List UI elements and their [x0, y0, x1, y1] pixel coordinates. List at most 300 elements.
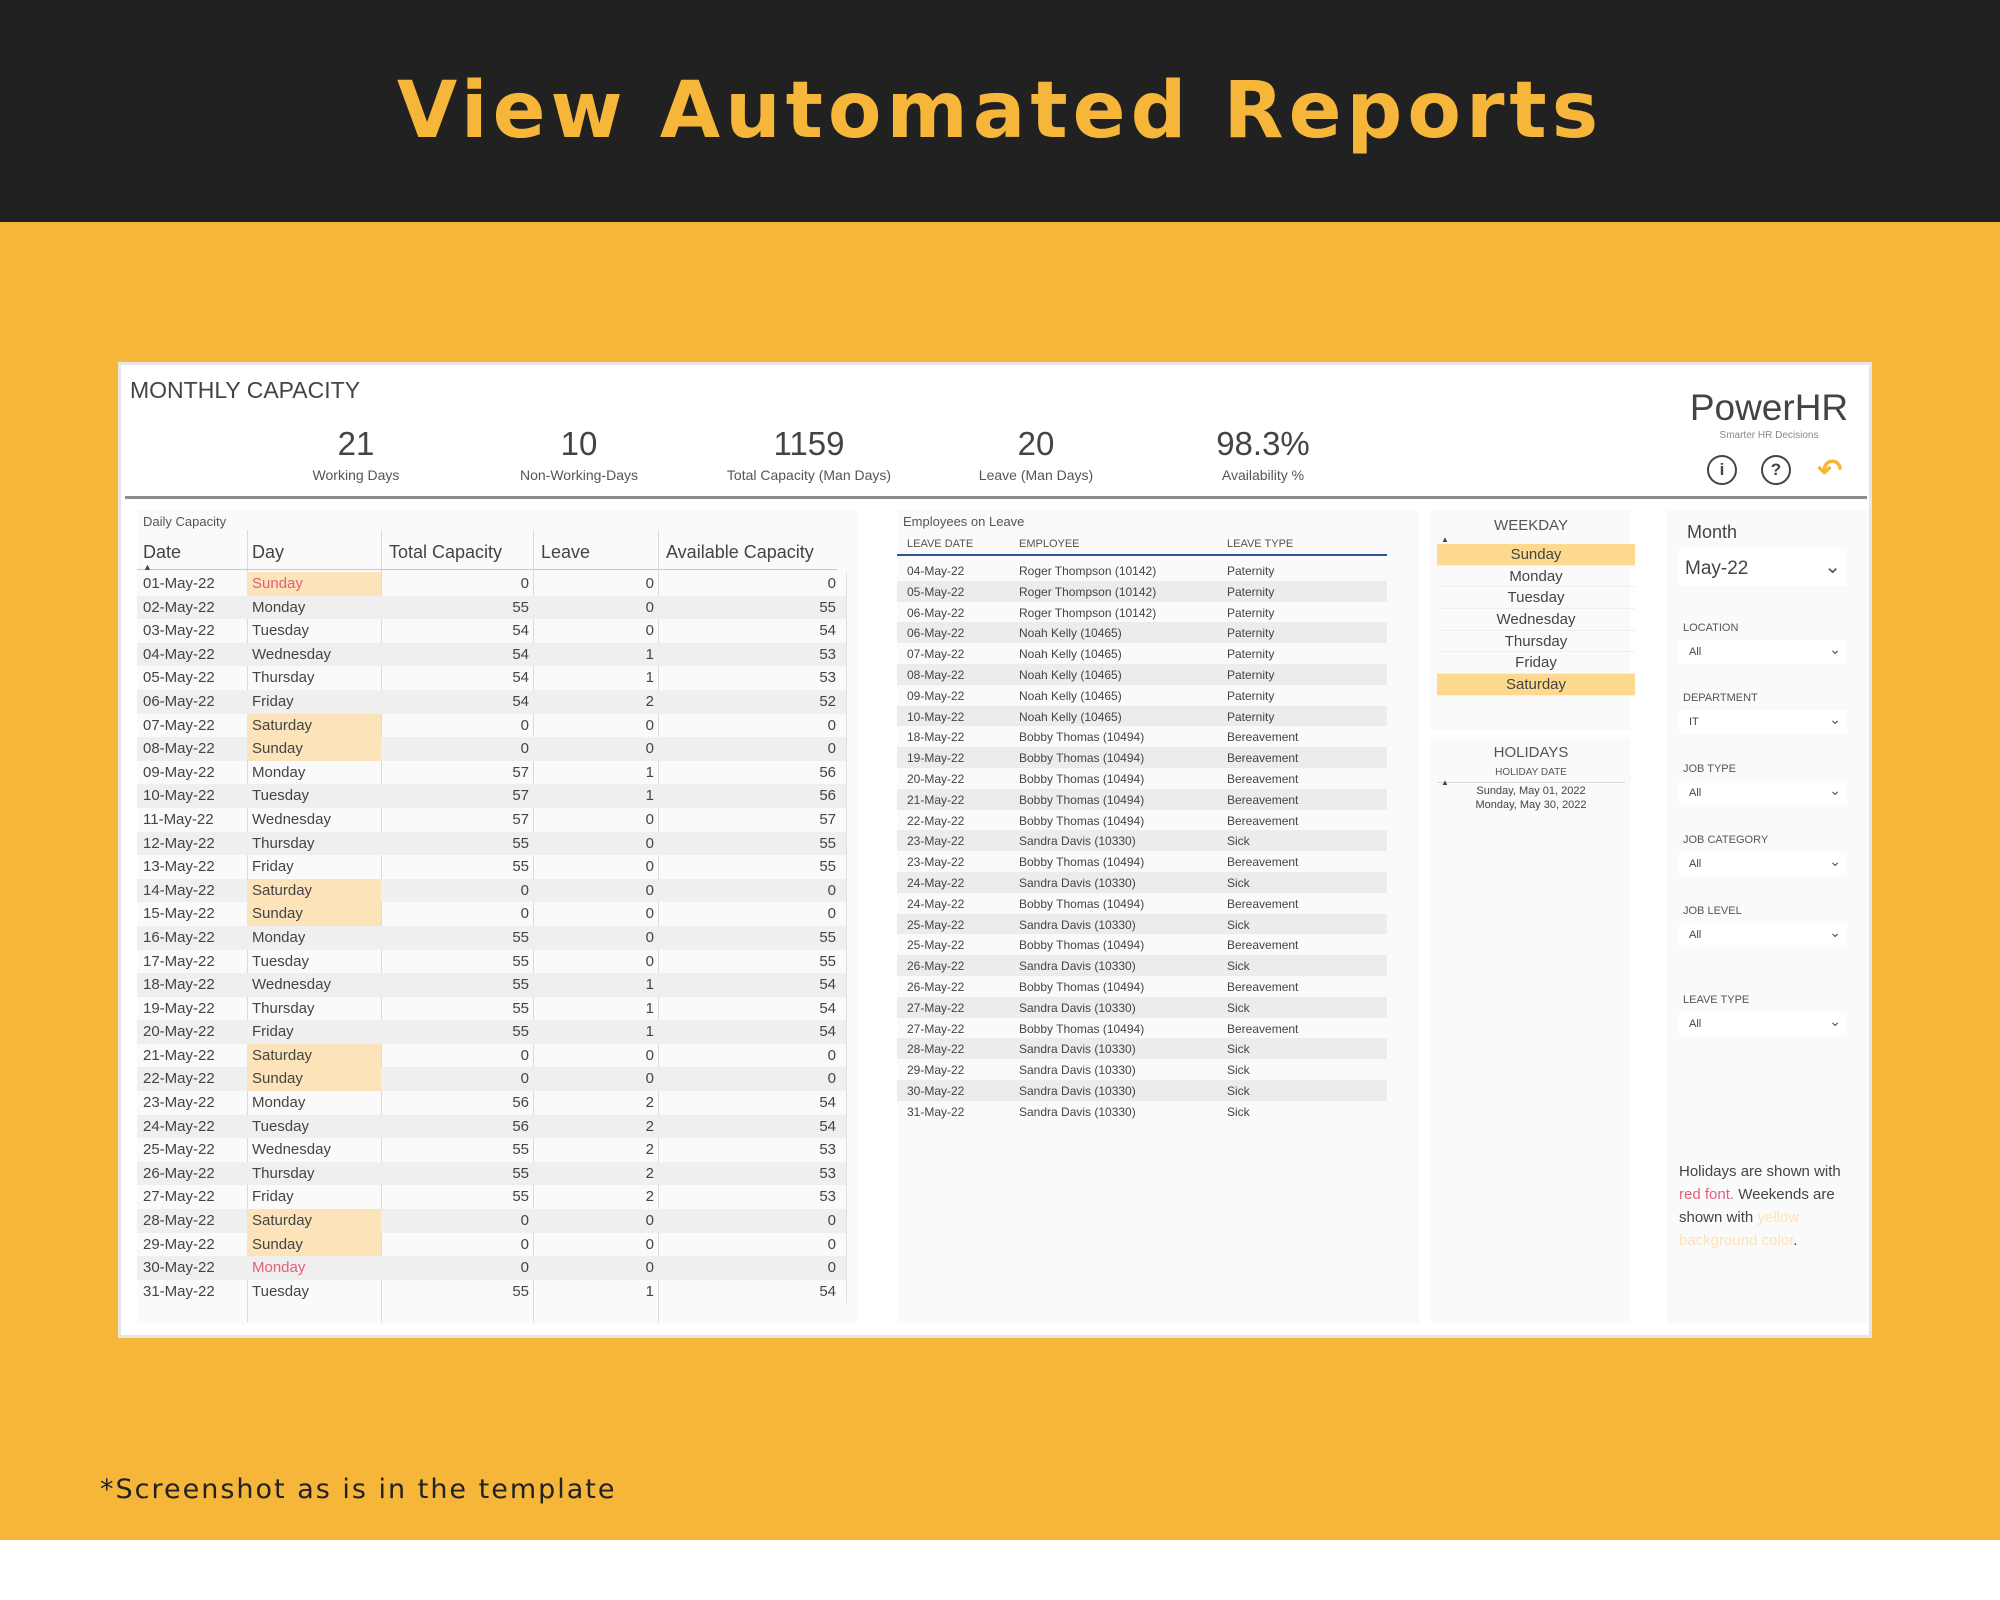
brand-tagline: Smarter HR Decisions — [1719, 430, 1819, 441]
cell-employee: Bobby Thomas (10494) — [1019, 792, 1145, 807]
undo-icon[interactable]: ↶ — [1817, 453, 1843, 487]
info-icon[interactable]: i — [1707, 455, 1737, 485]
cell-leave: 0 — [645, 858, 654, 876]
cell-day: Wednesday — [252, 645, 331, 663]
cell-employee: Bobby Thomas (10494) — [1019, 896, 1145, 911]
table-row[interactable] — [137, 926, 847, 950]
cell-employee: Bobby Thomas (10494) — [1019, 751, 1145, 766]
cell-leave-date: 25-May-22 — [907, 938, 965, 953]
cell-leave-type: Paternity — [1227, 626, 1275, 641]
cell-leave: 0 — [645, 1212, 654, 1230]
table-row[interactable] — [897, 976, 1387, 997]
job-level-dropdown[interactable] — [1679, 923, 1847, 947]
cell-available-capacity: 56 — [819, 763, 836, 781]
table-row[interactable] — [137, 572, 847, 596]
cell-day: Saturday — [247, 714, 381, 738]
cell-date: 17-May-22 — [143, 952, 215, 970]
column-header-leave-type[interactable]: LEAVE TYPE — [1227, 538, 1294, 550]
cell-total-capacity: 55 — [512, 999, 529, 1017]
help-icon[interactable]: ? — [1761, 455, 1791, 485]
cell-employee: Bobby Thomas (10494) — [1019, 813, 1145, 828]
cell-leave-date: 06-May-22 — [907, 626, 965, 641]
cell-day: Tuesday — [252, 1282, 309, 1300]
table-row[interactable] — [137, 950, 847, 974]
cell-leave: 0 — [645, 881, 654, 899]
table-row[interactable] — [897, 851, 1387, 872]
cell-total-capacity: 55 — [512, 834, 529, 852]
location-dropdown[interactable] — [1679, 640, 1847, 664]
sort-ascending-icon: ▲ — [143, 562, 152, 572]
cell-date: 02-May-22 — [143, 598, 215, 616]
job-category-dropdown[interactable] — [1679, 852, 1847, 876]
table-row[interactable] — [897, 914, 1387, 935]
cell-leave: 1 — [645, 763, 654, 781]
cell-day: Sunday — [247, 737, 381, 761]
cell-leave-type: Sick — [1227, 834, 1250, 849]
leave-type-label: LEAVE TYPE — [1683, 994, 1750, 1006]
location-value: All — [1689, 646, 1702, 658]
table-row[interactable] — [137, 784, 847, 808]
cell-leave-date: 09-May-22 — [907, 688, 965, 703]
cell-day: Wednesday — [252, 1141, 331, 1159]
cell-employee: Roger Thompson (10142) — [1019, 584, 1157, 599]
employees-on-leave-title: Employees on Leave — [903, 514, 1025, 529]
cell-leave-type: Sick — [1227, 1000, 1250, 1015]
cell-leave-type: Sick — [1227, 1083, 1250, 1098]
cell-employee: Sandra Davis (10330) — [1019, 917, 1136, 932]
legend-text: Weekends are shown with — [1679, 1186, 1835, 1226]
cell-leave-date: 10-May-22 — [907, 709, 965, 724]
table-row[interactable] — [897, 602, 1387, 623]
table-row[interactable] — [137, 1233, 847, 1257]
cell-leave: 0 — [645, 1235, 654, 1253]
kpi-label: Leave (Man Days) — [978, 467, 1094, 483]
chevron-down-icon: ⌄ — [1824, 556, 1841, 578]
cell-leave-type: Sick — [1227, 1104, 1250, 1119]
table-row[interactable] — [897, 768, 1387, 789]
cell-date: 14-May-22 — [143, 881, 215, 899]
daily-capacity-table — [137, 510, 857, 1324]
cell-date: 06-May-22 — [143, 692, 215, 710]
kpi-label: Non-Working-Days — [520, 467, 638, 483]
cell-leave: 1 — [645, 1282, 654, 1300]
cell-total-capacity: 57 — [512, 810, 529, 828]
cell-leave: 1 — [645, 669, 654, 687]
holiday-item: Monday, May 30, 2022 — [1475, 799, 1587, 811]
cell-leave-type: Bereavement — [1227, 855, 1299, 870]
cell-total-capacity: 0 — [520, 716, 529, 734]
cell-date: 10-May-22 — [143, 787, 215, 805]
cell-total-capacity: 0 — [520, 1212, 529, 1230]
kpi-label: Working Days — [312, 467, 400, 483]
job-type-dropdown[interactable] — [1679, 781, 1847, 805]
cell-date: 19-May-22 — [143, 999, 215, 1017]
column-header-leave-date[interactable]: LEAVE DATE — [907, 538, 974, 550]
cell-date: 01-May-22 — [143, 575, 215, 592]
cell-leave-date: 25-May-22 — [907, 917, 965, 932]
cell-available-capacity: 0 — [827, 1212, 836, 1230]
cell-day: Thursday — [252, 1164, 315, 1182]
cell-leave-type: Paternity — [1227, 667, 1275, 682]
cell-employee: Sandra Davis (10330) — [1019, 875, 1136, 890]
cell-leave: 0 — [645, 1070, 654, 1088]
leave-type-value: All — [1689, 1018, 1702, 1030]
table-row[interactable] — [897, 1101, 1387, 1122]
cell-date: 29-May-22 — [143, 1235, 215, 1253]
table-row[interactable] — [897, 622, 1387, 643]
cell-leave: 1 — [645, 1023, 654, 1041]
table-row[interactable] — [137, 737, 847, 761]
table-row[interactable] — [897, 934, 1387, 955]
cell-employee: Noah Kelly (10465) — [1019, 688, 1122, 703]
kpi-value: 21 — [337, 425, 375, 462]
cell-available-capacity: 54 — [819, 1023, 836, 1041]
job-type-value: All — [1689, 787, 1702, 799]
cell-total-capacity: 0 — [520, 1235, 529, 1253]
cell-employee: Noah Kelly (10465) — [1019, 626, 1122, 641]
department-label: DEPARTMENT — [1683, 692, 1758, 704]
table-row[interactable] — [897, 955, 1387, 976]
weekday-option-tuesday[interactable]: Tuesday — [1437, 587, 1635, 609]
table-row[interactable] — [137, 997, 847, 1021]
leave-type-dropdown[interactable] — [1679, 1012, 1847, 1036]
table-row[interactable] — [897, 893, 1387, 914]
cell-total-capacity: 55 — [512, 1188, 529, 1206]
cell-day: Wednesday — [252, 810, 331, 828]
cell-total-capacity: 56 — [512, 1117, 529, 1135]
cell-leave-type: Bereavement — [1227, 938, 1299, 953]
cell-leave-type: Bereavement — [1227, 979, 1299, 994]
table-row[interactable] — [897, 1080, 1387, 1101]
cell-available-capacity: 55 — [819, 928, 836, 946]
header-divider — [125, 496, 1867, 499]
holiday-list — [1431, 785, 1631, 811]
table-row[interactable] — [137, 690, 847, 714]
table-row[interactable] — [897, 560, 1387, 581]
cell-total-capacity: 55 — [512, 976, 529, 994]
cell-available-capacity: 53 — [819, 1141, 836, 1159]
job-type-label: JOB TYPE — [1683, 763, 1736, 775]
cell-leave-date: 20-May-22 — [907, 771, 965, 786]
table-row[interactable] — [137, 1185, 847, 1209]
cell-leave-date: 18-May-22 — [907, 730, 965, 745]
table-row[interactable] — [897, 643, 1387, 664]
cell-available-capacity: 53 — [819, 1188, 836, 1206]
cell-employee: Roger Thompson (10142) — [1019, 605, 1157, 620]
cell-total-capacity: 54 — [512, 692, 529, 710]
table-row[interactable] — [137, 643, 847, 667]
cell-leave: 1 — [645, 999, 654, 1017]
cell-employee: Bobby Thomas (10494) — [1019, 979, 1145, 994]
chevron-down-icon: ⌄ — [1829, 711, 1841, 727]
cell-day: Monday — [252, 1094, 306, 1112]
cell-leave: 0 — [645, 952, 654, 970]
legend-note — [1679, 1160, 1865, 1252]
cell-available-capacity: 52 — [819, 692, 836, 710]
cell-total-capacity: 0 — [520, 1046, 529, 1064]
cell-day: Saturday — [247, 1209, 381, 1233]
cell-leave-type: Bereavement — [1227, 813, 1299, 828]
footnote: *Screenshot as is in the template — [100, 1474, 617, 1505]
cell-employee: Sandra Davis (10330) — [1019, 1083, 1136, 1098]
filters-panel — [1667, 510, 1869, 1324]
cell-total-capacity: 54 — [512, 622, 529, 640]
table-row[interactable] — [137, 879, 847, 903]
cell-leave-type: Bereavement — [1227, 751, 1299, 766]
cell-employee: Noah Kelly (10465) — [1019, 709, 1122, 724]
cell-day: Tuesday — [252, 1117, 309, 1135]
table-row[interactable] — [137, 714, 847, 738]
cell-day: Monday — [252, 928, 306, 946]
cell-available-capacity: 53 — [819, 669, 836, 687]
chevron-down-icon: ⌄ — [1829, 1013, 1841, 1029]
cell-total-capacity: 55 — [512, 952, 529, 970]
cell-employee: Sandra Davis (10330) — [1019, 1063, 1136, 1078]
cell-day: Thursday — [252, 999, 315, 1017]
table-row[interactable] — [137, 596, 847, 620]
cell-available-capacity: 0 — [827, 716, 836, 734]
legend-red-text: red font. — [1679, 1186, 1735, 1203]
cell-leave-date: 30-May-22 — [907, 1083, 965, 1098]
cell-total-capacity: 55 — [512, 928, 529, 946]
kpi-working-days — [241, 425, 471, 483]
cell-date: 08-May-22 — [143, 740, 215, 758]
table-row[interactable] — [897, 726, 1387, 747]
cell-total-capacity: 57 — [512, 763, 529, 781]
table-row[interactable] — [137, 1115, 847, 1139]
table-row[interactable] — [137, 761, 847, 785]
daily-capacity-rows — [137, 572, 847, 1303]
cell-leave-type: Sick — [1227, 1042, 1250, 1057]
cell-leave-date: 24-May-22 — [907, 875, 965, 890]
cell-available-capacity: 55 — [819, 952, 836, 970]
table-header — [137, 530, 837, 570]
cell-day: Sunday — [247, 1233, 381, 1257]
cell-leave: 1 — [645, 645, 654, 663]
cell-available-capacity: 57 — [819, 810, 836, 828]
legend-yellow-text: yellow background color — [1679, 1209, 1800, 1249]
cell-day: Wednesday — [252, 976, 331, 994]
cell-leave-type: Sick — [1227, 959, 1250, 974]
table-row[interactable] — [137, 832, 847, 856]
month-label: Month — [1687, 522, 1738, 542]
cell-leave: 2 — [645, 692, 654, 710]
cell-leave: 0 — [645, 834, 654, 852]
table-row[interactable] — [137, 1280, 847, 1304]
table-row[interactable] — [897, 830, 1387, 851]
column-header-employee[interactable]: EMPLOYEE — [1019, 538, 1080, 550]
table-row[interactable] — [897, 810, 1387, 831]
table-row[interactable] — [137, 1162, 847, 1186]
legend-text: Holidays are shown with — [1679, 1163, 1841, 1180]
weekday-option-saturday[interactable]: Saturday — [1437, 674, 1635, 696]
cell-leave: 0 — [645, 622, 654, 640]
cell-available-capacity: 55 — [819, 858, 836, 876]
kpi-leave — [921, 425, 1151, 483]
cell-leave: 2 — [645, 1164, 654, 1182]
cell-leave-date: 28-May-22 — [907, 1042, 965, 1057]
column-header-available-capacity[interactable]: Available Capacity — [666, 542, 814, 562]
brand-name: PowerHR — [1689, 387, 1849, 428]
table-row[interactable] — [137, 1044, 847, 1068]
cell-leave: 0 — [645, 1259, 654, 1277]
cell-leave-date: 24-May-22 — [907, 896, 965, 911]
cell-leave-type: Bereavement — [1227, 1021, 1299, 1036]
weekday-option-monday[interactable]: Monday — [1437, 566, 1635, 588]
table-row[interactable] — [137, 1138, 847, 1162]
weekday-option-friday[interactable]: Friday — [1437, 652, 1635, 674]
department-dropdown[interactable] — [1679, 710, 1847, 734]
cell-employee: Sandra Davis (10330) — [1019, 959, 1136, 974]
table-header — [897, 534, 1387, 556]
cell-day: Monday — [252, 1259, 306, 1277]
cell-total-capacity: 0 — [520, 575, 529, 592]
column-header-day[interactable]: Day — [252, 542, 285, 562]
cell-employee: Bobby Thomas (10494) — [1019, 938, 1145, 953]
column-header-date[interactable]: Date — [143, 542, 182, 562]
table-row[interactable] — [137, 808, 847, 832]
cell-employee: Noah Kelly (10465) — [1019, 667, 1122, 682]
cell-leave: 0 — [645, 810, 654, 828]
cell-total-capacity: 55 — [512, 858, 529, 876]
cell-leave-date: 05-May-22 — [907, 584, 965, 599]
table-row[interactable] — [137, 1091, 847, 1115]
column-header-total-capacity[interactable]: Total Capacity — [389, 542, 503, 562]
table-row[interactable] — [897, 685, 1387, 706]
table-row[interactable] — [137, 1020, 847, 1044]
cell-date: 13-May-22 — [143, 858, 215, 876]
cell-total-capacity: 57 — [512, 787, 529, 805]
table-row[interactable] — [137, 1209, 847, 1233]
cell-available-capacity: 54 — [819, 1094, 836, 1112]
cell-date: 28-May-22 — [143, 1212, 215, 1230]
cell-date: 16-May-22 — [143, 928, 215, 946]
table-row[interactable] — [897, 747, 1387, 768]
cell-day: Friday — [252, 858, 294, 876]
table-row[interactable] — [897, 1018, 1387, 1039]
cell-leave-type: Paternity — [1227, 647, 1275, 662]
cell-date: 23-May-22 — [143, 1094, 215, 1112]
table-row[interactable] — [897, 997, 1387, 1018]
table-row[interactable] — [897, 581, 1387, 602]
table-row[interactable] — [897, 1038, 1387, 1059]
table-row[interactable] — [897, 706, 1387, 727]
holidays-title: HOLIDAYS — [1493, 744, 1569, 761]
cell-employee: Bobby Thomas (10494) — [1019, 771, 1145, 786]
cell-employee: Noah Kelly (10465) — [1019, 647, 1122, 662]
cell-available-capacity: 53 — [819, 645, 836, 663]
cell-leave: 0 — [645, 905, 654, 923]
cell-date: 20-May-22 — [143, 1023, 215, 1041]
cell-available-capacity: 0 — [827, 1046, 836, 1064]
cell-leave-type: Bereavement — [1227, 896, 1299, 911]
cell-leave-date: 04-May-22 — [907, 564, 965, 578]
month-dropdown[interactable] — [1679, 548, 1847, 586]
sort-ascending-icon: ▲ — [1441, 535, 1449, 544]
table-row[interactable] — [137, 1256, 847, 1280]
cell-total-capacity: 0 — [520, 1259, 529, 1277]
cell-day: Friday — [252, 1188, 294, 1206]
cell-leave-date: 31-May-22 — [907, 1104, 965, 1119]
table-row[interactable] — [137, 973, 847, 997]
cell-leave: 2 — [645, 1188, 654, 1206]
cell-leave-type: Bereavement — [1227, 792, 1299, 807]
cell-leave-date: 23-May-22 — [907, 855, 965, 870]
cell-date: 07-May-22 — [143, 716, 215, 734]
table-row[interactable] — [897, 664, 1387, 685]
cell-available-capacity: 0 — [827, 1070, 836, 1088]
cell-leave: 0 — [645, 928, 654, 946]
job-category-label: JOB CATEGORY — [1683, 834, 1769, 846]
cell-day: Saturday — [247, 879, 381, 903]
cell-total-capacity: 55 — [512, 1141, 529, 1159]
cell-date: 25-May-22 — [143, 1141, 215, 1159]
cell-leave: 0 — [645, 575, 654, 592]
cell-leave: 1 — [645, 976, 654, 994]
kpi-value: 20 — [1017, 425, 1055, 462]
cell-day: Tuesday — [252, 952, 309, 970]
cell-leave-type: Paternity — [1227, 584, 1275, 599]
cell-date: 18-May-22 — [143, 976, 215, 994]
table-row[interactable] — [137, 902, 847, 926]
cell-employee: Sandra Davis (10330) — [1019, 834, 1136, 849]
kpi-availability — [1148, 425, 1378, 483]
table-row[interactable] — [137, 1067, 847, 1091]
cell-date: 30-May-22 — [143, 1259, 215, 1277]
cell-total-capacity: 0 — [520, 740, 529, 758]
cell-leave-date: 26-May-22 — [907, 979, 965, 994]
cell-employee: Sandra Davis (10330) — [1019, 1104, 1136, 1119]
table-row[interactable] — [897, 1059, 1387, 1080]
weekday-option-thursday[interactable]: Thursday — [1437, 631, 1635, 653]
cell-total-capacity: 55 — [512, 1164, 529, 1182]
table-row[interactable] — [897, 789, 1387, 810]
cell-leave: 2 — [645, 1117, 654, 1135]
cell-date: 04-May-22 — [143, 645, 215, 663]
month-value: May-22 — [1685, 558, 1749, 579]
column-header-leave[interactable]: Leave — [541, 542, 591, 562]
weekday-list — [1437, 544, 1637, 696]
weekday-option-wednesday[interactable]: Wednesday — [1437, 609, 1635, 631]
kpi-value: 1159 — [773, 425, 845, 462]
weekday-title: WEEKDAY — [1494, 517, 1568, 534]
cell-total-capacity: 55 — [512, 1023, 529, 1041]
cell-date: 12-May-22 — [143, 834, 215, 852]
table-row[interactable] — [137, 855, 847, 879]
cell-leave-date: 22-May-22 — [907, 813, 965, 828]
chevron-down-icon: ⌄ — [1829, 782, 1841, 798]
cell-leave: 2 — [645, 1141, 654, 1159]
weekday-option-sunday[interactable]: Sunday — [1437, 544, 1635, 566]
banner — [0, 0, 2000, 222]
cell-employee: Roger Thompson (10142) — [1019, 564, 1157, 578]
kpi-value: 10 — [560, 425, 598, 462]
cell-available-capacity: 54 — [819, 1282, 836, 1300]
cell-leave: 2 — [645, 1094, 654, 1112]
cell-total-capacity: 54 — [512, 645, 529, 663]
cell-leave-date: 19-May-22 — [907, 751, 965, 766]
holidays-table — [1431, 737, 1631, 1324]
kpi-label: Total Capacity (Man Days) — [726, 467, 892, 483]
cell-day: Friday — [252, 1023, 294, 1041]
cell-day: Monday — [252, 598, 306, 616]
kpi-label: Availability % — [1221, 467, 1305, 483]
table-row[interactable] — [137, 619, 847, 643]
table-row[interactable] — [897, 872, 1387, 893]
table-row[interactable] — [137, 666, 847, 690]
cell-leave-date: 21-May-22 — [907, 792, 965, 807]
cell-leave-type: Sick — [1227, 875, 1250, 890]
